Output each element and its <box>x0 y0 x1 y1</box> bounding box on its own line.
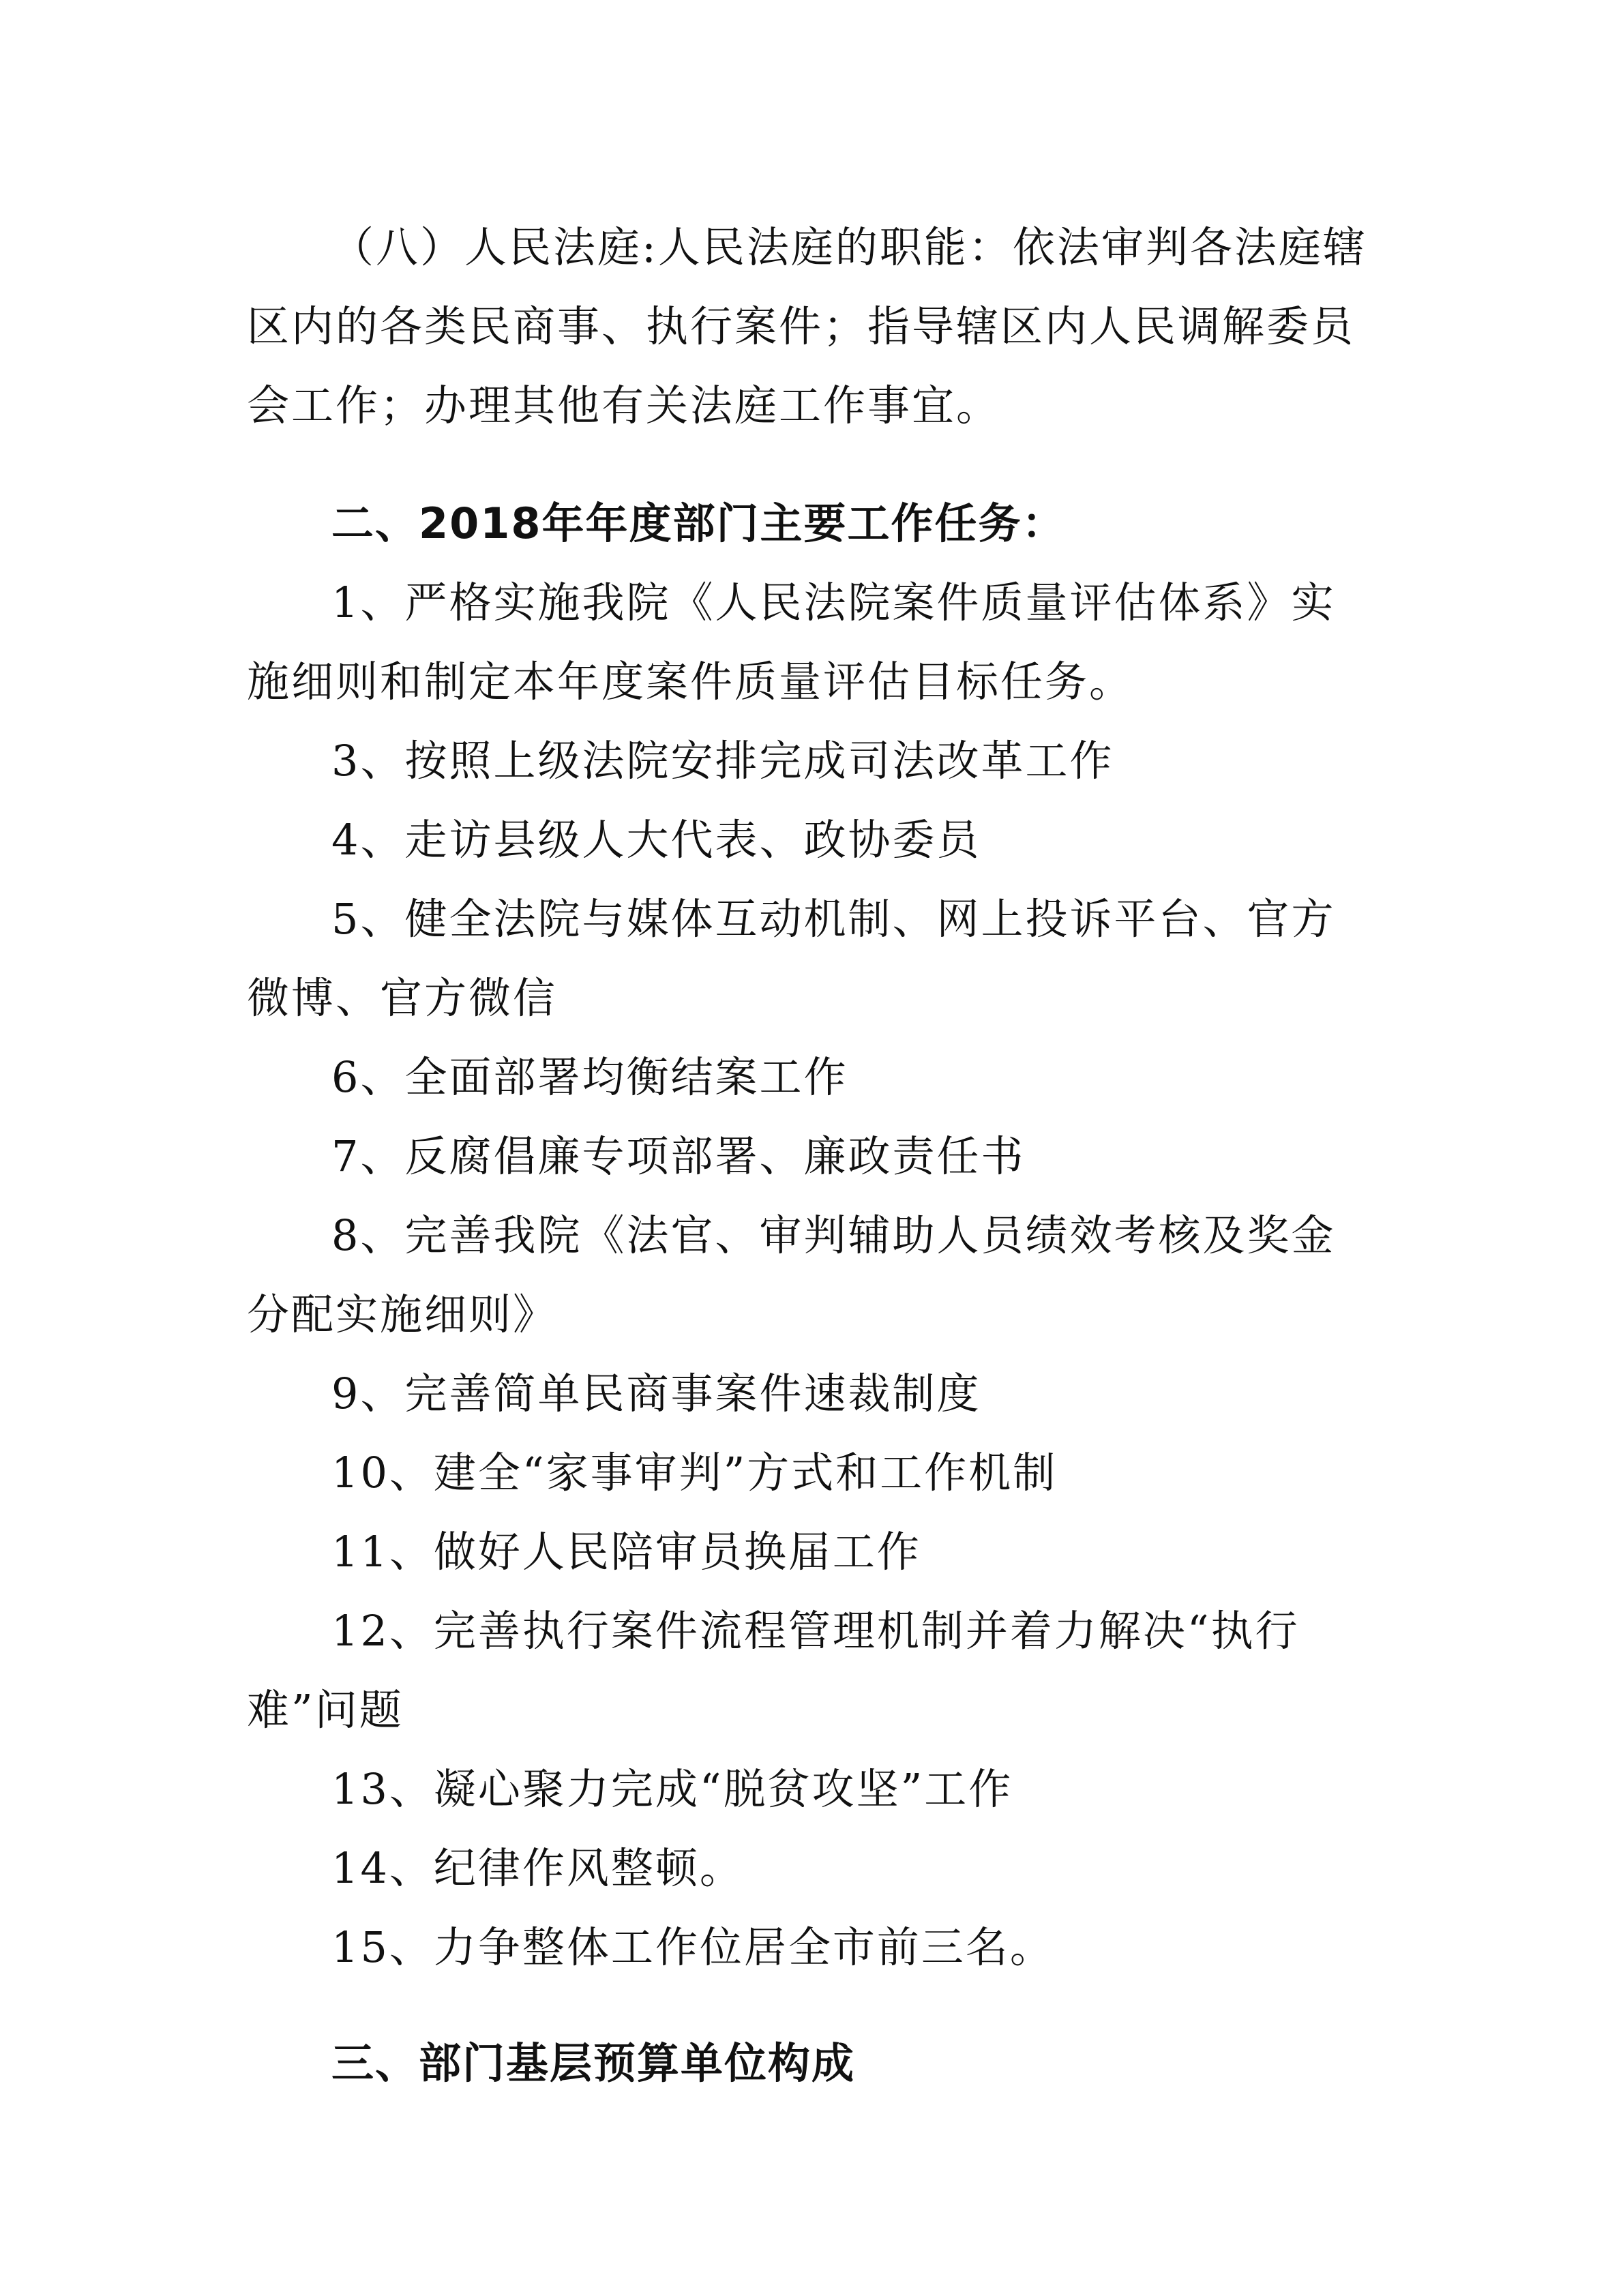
task-item-4: 4、走访县级人大代表、政协委员 <box>331 815 981 865</box>
task-item-6: 6、全面部署均衡结案工作 <box>331 1052 848 1102</box>
task-item-11: 11、做好人民陪审员换届工作 <box>331 1527 921 1577</box>
task-item-12: 12、完善执行案件流程管理机制并着力解决“执行难”问题 <box>247 1606 1300 1735</box>
task-item-10: 10、建全“家事审判”方式和工作机制 <box>331 1448 1058 1497</box>
task-item-15: 15、力争整体工作位居全市前三名。 <box>331 1922 1054 1972</box>
task-item-3: 3、按照上级法院安排完成司法改革工作 <box>331 736 1114 786</box>
task-item-8: 8、完善我院《法官、审判辅助人员绩效考核及奖金分配实施细则》 <box>247 1210 1336 1339</box>
task-item-14: 14、纪律作风整顿。 <box>331 1843 744 1893</box>
task-item-7: 7、反腐倡廉专项部署、廉政责任书 <box>331 1131 1026 1181</box>
task-item-13: 13、凝心聚力完成“脱贫攻坚”工作 <box>331 1764 1013 1814</box>
section-3-heading: 三、部门基层预算单位构成 <box>331 2038 856 2088</box>
task-item-9: 9、完善简单民商事案件速裁制度 <box>331 1369 981 1418</box>
task-item-5: 5、健全法院与媒体互动机制、网上投诉平台、官方微博、官方微信 <box>247 894 1336 1023</box>
intro-paragraph: （八）人民法庭:人民法庭的职能：依法审判各法庭辖区内的各类民商事、执行案件；指导辖区内人民调解委员会工作；办理其他有关法庭工作事宜。 <box>247 222 1367 430</box>
task-item-1: 1、严格实施我院《人民法院案件质量评估体系》实施细则和制定本年度案件质量评估目标任务。 <box>247 578 1336 706</box>
section-2-heading: 二、2018年年度部门主要工作任务： <box>331 498 1066 548</box>
